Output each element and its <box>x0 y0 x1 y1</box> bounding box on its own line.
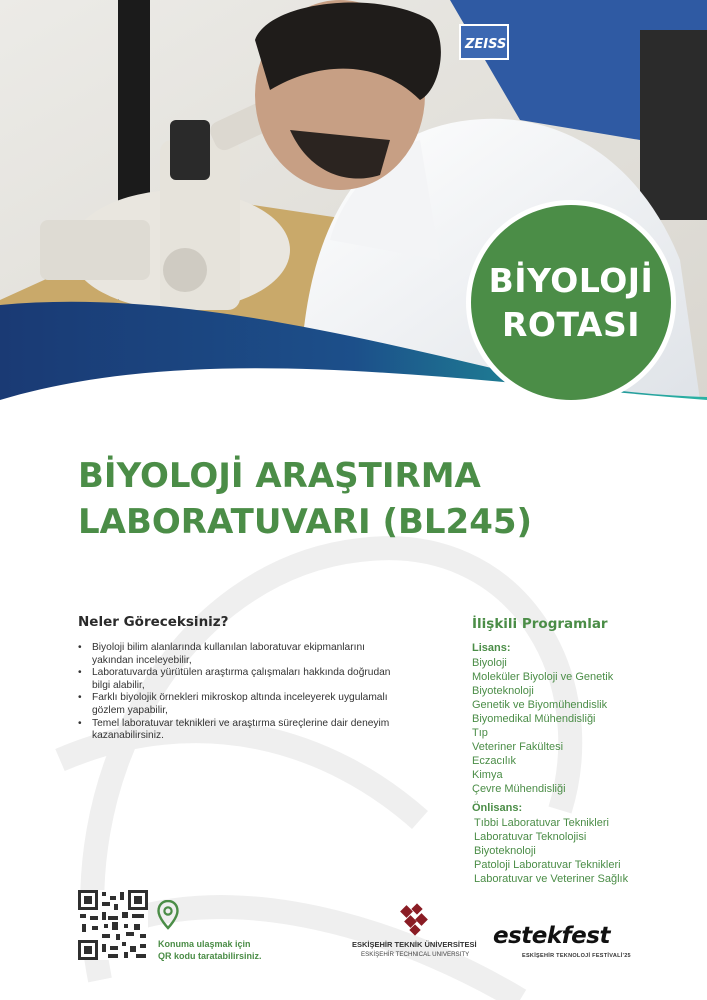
list-item: Tıbbi Laboratuvar Teknikleri <box>474 817 609 829</box>
qr-code[interactable] <box>78 890 148 960</box>
title-line-2: LABORATUVARI (BL245) <box>78 502 533 542</box>
list-item: Patoloji Laboratuvar Teknikleri <box>474 859 621 871</box>
list-item: • Temel laboratuvar teknikleri ve araştırma süreçlerine dair deneyim kazanabilirsiniz. <box>78 718 398 743</box>
list-item: • Farklı biyolojik örnekleri mikroskop altında inceleyerek uygulamalı gözlem yapabilir, <box>78 692 398 717</box>
list-item: Biyomedikal Mühendisliği <box>472 713 596 725</box>
university-name: ESKİŞEHİR TEKNİK ÜNİVERSİTESİ <box>352 940 477 949</box>
associate-programs-list <box>474 816 628 886</box>
list-item: Biyoteknoloji <box>474 845 536 857</box>
list-item: Tıp <box>472 727 488 739</box>
estekfest-logo: estekfest <box>493 923 610 949</box>
title-line-1: BİYOLOJİ ARAŞTIRMA <box>78 456 481 496</box>
festival-subtitle: ESKİŞEHİR TEKNOLOJİ FESTİVALİ'25 <box>522 953 631 959</box>
list-item: Moleküler Biyoloji ve Genetik <box>472 671 614 683</box>
qr-text-line-1: Konuma ulaşmak için <box>158 939 251 949</box>
badge-line-1: BİYOLOJİ <box>488 260 654 300</box>
location-pin-icon <box>157 900 179 930</box>
list-item: Biyoloji <box>472 657 507 669</box>
qr-instructions <box>158 938 262 962</box>
list-item: Biyoteknoloji <box>472 685 534 697</box>
what-you-will-see-list <box>78 642 398 743</box>
list-item: Laboratuvar ve Veteriner Sağlık <box>474 873 629 885</box>
what-you-will-see-heading: Neler Göreceksiniz? <box>78 614 229 630</box>
list-item: Eczacılık <box>472 755 517 767</box>
list-item: • Laboratuvarda yürütülen araştırma çalışmaları hakkında doğrudan bilgi alabilir, <box>78 667 398 692</box>
badge-line-2: ROTASI <box>502 304 640 344</box>
related-programs-heading: İlişkili Programlar <box>472 616 608 632</box>
list-item: Laboratuvar Teknolojisi <box>474 831 587 843</box>
bachelor-heading: Lisans: <box>472 642 511 654</box>
bachelor-programs-list <box>472 656 613 796</box>
university-name-english: ESKİŞEHİR TECHNICAL UNIVERSITY <box>361 951 470 958</box>
list-item: Veteriner Fakültesi <box>472 741 564 753</box>
page-title <box>78 453 532 545</box>
zeiss-label: ZEISS <box>465 37 507 52</box>
associate-heading: Önlisans: <box>472 802 523 814</box>
university-logo <box>398 903 432 937</box>
list-item: Çevre Mühendisliği <box>472 783 566 795</box>
route-badge <box>466 200 676 405</box>
qr-text-line-2: QR kodu taratabilirsiniz. <box>158 951 262 961</box>
list-item: Genetik ve Biyomühendislik <box>472 699 608 711</box>
list-item: Kimya <box>472 769 503 781</box>
list-item: • Biyoloji bilim alanlarında kullanılan laboratuvar ekipmanlarını yakından inceleyebilir, <box>78 642 398 667</box>
